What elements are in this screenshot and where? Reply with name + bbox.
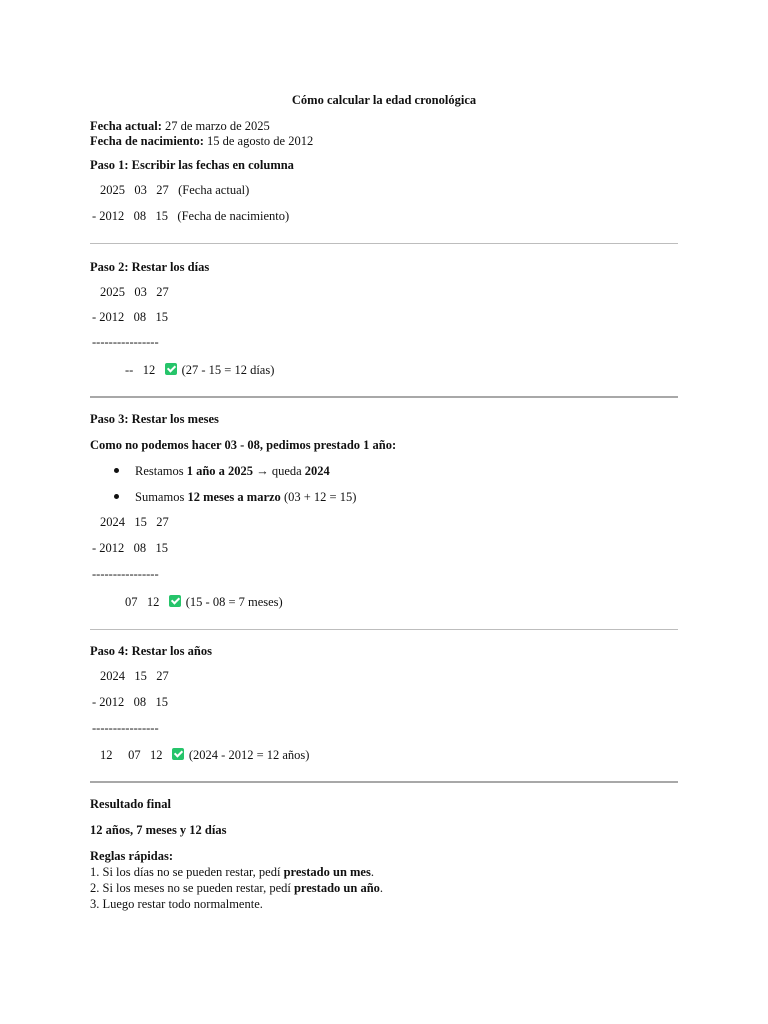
fecha-nacimiento-line [90, 135, 313, 148]
regla-1-end: . [370, 865, 374, 879]
paso3-bullet1 [135, 465, 330, 478]
paso2-note: (27 - 15 = 12 días) [181, 363, 275, 377]
paso4-row1: 2024 15 27 [100, 669, 169, 683]
bullet1-text-b: 1 año a 2025 [186, 464, 254, 478]
paso2-result-line [125, 363, 274, 377]
paso4-result-line [100, 748, 309, 762]
regla-3: 3. Luego restar todo normalmente. [90, 897, 263, 911]
regla-2-end: . [379, 881, 384, 895]
paso3-intro: Como no podemos hacer 03 - 08, pedimos prestado 1 año: [90, 438, 397, 452]
check-mark-icon [169, 595, 181, 607]
check-mark-icon [172, 748, 184, 760]
fecha-nacimiento-value: 15 de agosto de 2012 [203, 134, 314, 148]
divider [90, 243, 678, 244]
bullet2-text-c: (03 + 12 = 15) [280, 490, 357, 504]
regla-1 [90, 866, 374, 879]
paso1-row1: 2025 03 27 (Fecha actual) [100, 183, 250, 197]
paso2-heading: Paso 2: Restar los días [90, 260, 210, 274]
bullet1-text-c: → queda [253, 464, 305, 478]
paso3-note: (15 - 08 = 7 meses) [185, 595, 283, 609]
paso4-heading: Paso 4: Restar los años [90, 644, 212, 658]
regla-1-bold: prestado un mes [283, 865, 371, 879]
page-title: Cómo calcular la edad cronológica [291, 93, 477, 107]
paso4-row2: - 2012 08 15 [92, 695, 169, 709]
paso3-result-line [125, 595, 283, 609]
paso2-result: -- 12 [125, 363, 156, 377]
paso3-bullet2 [135, 491, 356, 504]
paso3-result: 07 12 [125, 595, 160, 609]
paso3-dashes: ---------------- [92, 567, 159, 581]
regla-2-text: 2. Si los meses no se pueden restar, pedí [90, 881, 294, 895]
regla-1-text: 1. Si los días no se pueden restar, pedí [90, 865, 284, 879]
paso3-row1: 2024 15 27 [100, 515, 169, 529]
paso1-heading: Paso 1: Escribir las fechas en columna [90, 158, 294, 172]
paso3-heading: Paso 3: Restar los meses [90, 412, 219, 426]
bullet1-text-d: 2024 [304, 464, 330, 478]
bullet2-text-a: Sumamos [135, 490, 188, 504]
resultado-value: 12 años, 7 meses y 12 días [90, 823, 227, 837]
paso2-dashes: ---------------- [92, 335, 159, 349]
paso4-note: (2024 - 2012 = 12 años) [188, 748, 310, 762]
regla-2 [90, 882, 383, 895]
bullet-dot [114, 468, 119, 473]
regla-2-bold: prestado un año [293, 881, 380, 895]
paso4-dashes: ---------------- [92, 721, 159, 735]
divider [90, 629, 678, 630]
fecha-actual-label: Fecha actual: [90, 119, 162, 133]
paso4-result: 12 07 12 [100, 748, 163, 762]
paso1-row2: - 2012 08 15 (Fecha de nacimiento) [92, 209, 290, 223]
reglas-heading: Reglas rápidas: [90, 849, 173, 863]
fecha-actual-value: 27 de marzo de 2025 [161, 119, 270, 133]
divider [90, 781, 678, 783]
paso2-row2: - 2012 08 15 [92, 310, 169, 324]
check-mark-icon [165, 363, 177, 375]
bullet-dot [114, 494, 119, 499]
divider [90, 396, 678, 398]
paso3-row2: - 2012 08 15 [92, 541, 169, 555]
resultado-heading: Resultado final [90, 797, 171, 811]
paso2-row1: 2025 03 27 [100, 285, 169, 299]
fecha-actual-line [90, 120, 270, 133]
bullet2-text-b: 12 meses a marzo [187, 490, 281, 504]
fecha-nacimiento-label: Fecha de nacimiento: [90, 134, 204, 148]
bullet1-text-a: Restamos [135, 464, 187, 478]
